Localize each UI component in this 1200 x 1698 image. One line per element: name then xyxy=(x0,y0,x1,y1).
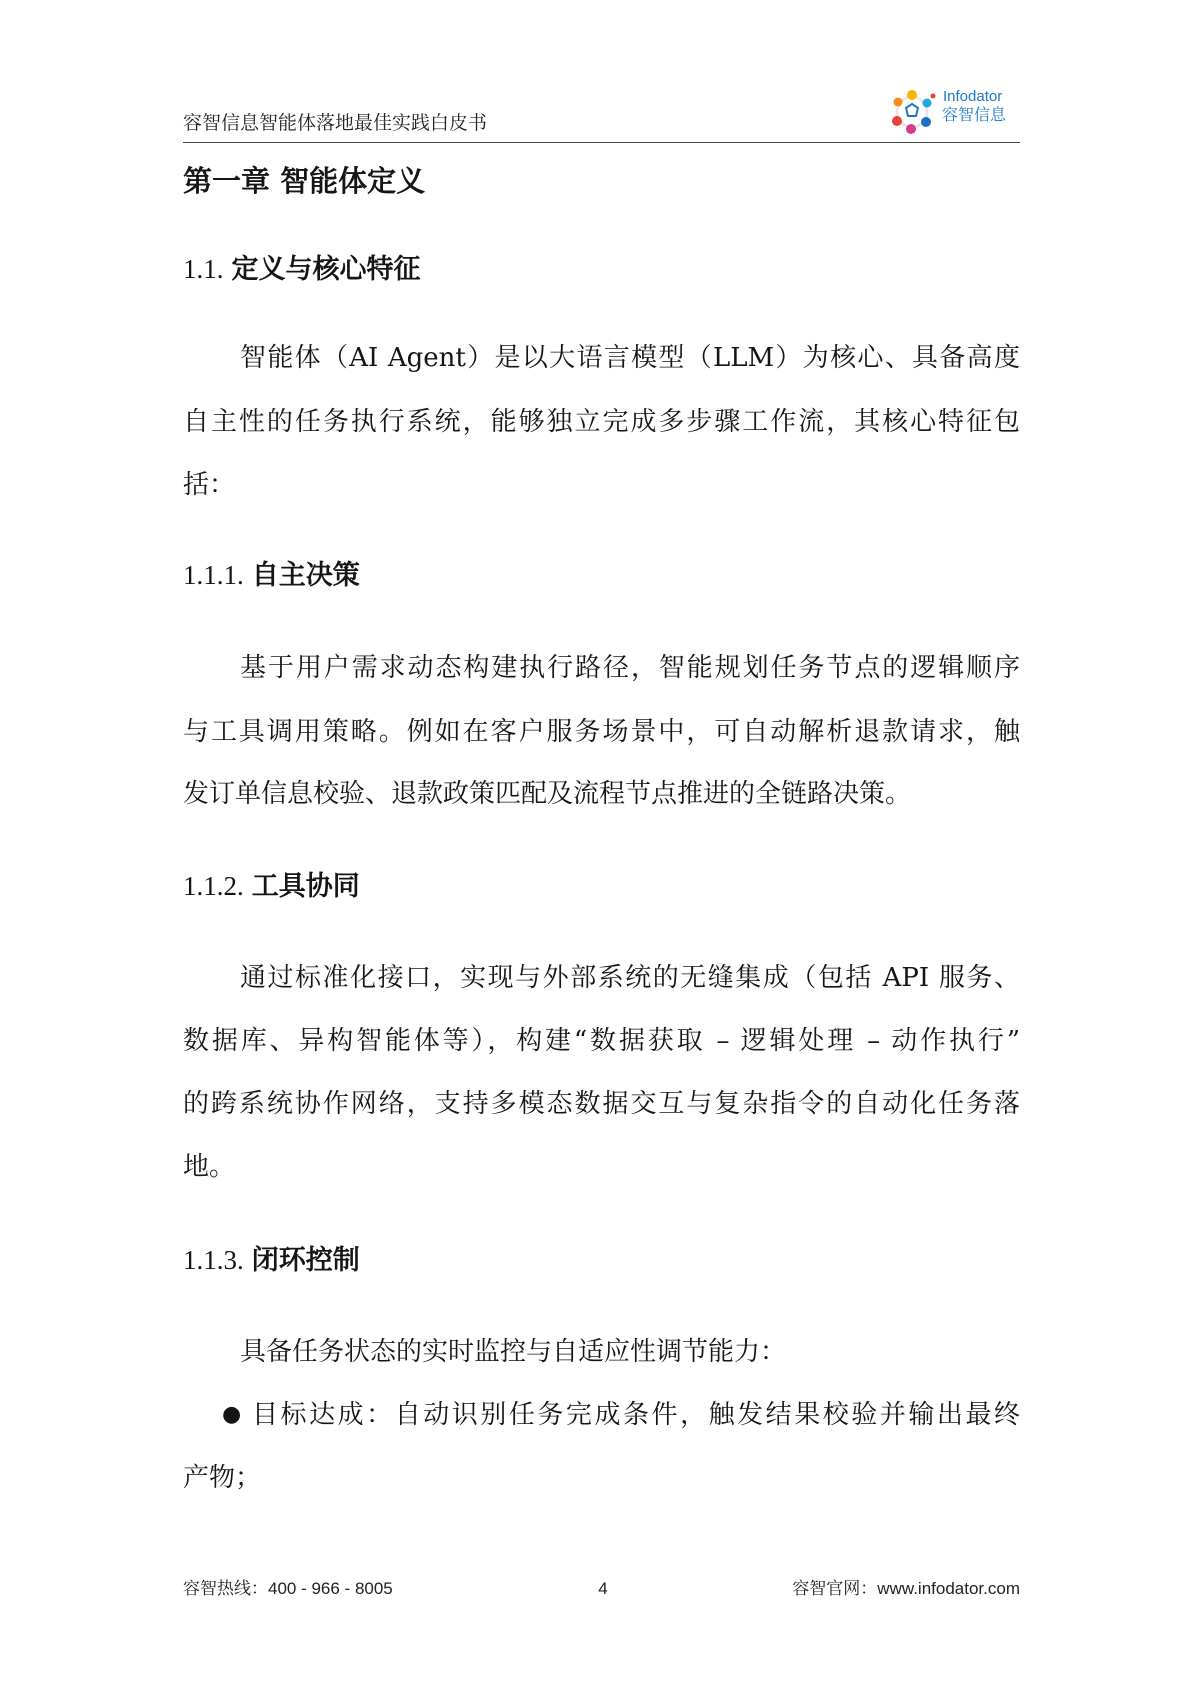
section-number: 1.1.3. xyxy=(183,1245,244,1275)
chapter-title: 第一章 智能体定义 xyxy=(183,164,426,198)
paragraph-line: 括： xyxy=(183,470,236,500)
bullet-item-line: 产物； xyxy=(183,1463,262,1493)
paragraph-line: 智能体（AI Agent）是以大语言模型（LLM）为核心、具备高度 xyxy=(240,343,1020,373)
section-number: 1.1.1. xyxy=(183,560,244,590)
paragraph-line: 发订单信息校验、退款政策匹配及流程节点推进的全链路决策。 xyxy=(183,779,912,809)
paragraph-line: 与工具调用策略。例如在客户服务场景中，可自动解析退款请求，触 xyxy=(183,717,1020,747)
footer-hotline: 容智热线：400 - 966 - 8005 xyxy=(183,1579,393,1598)
section-heading-1-1 xyxy=(183,251,421,287)
footer-website: 容智官网：www.infodator.com xyxy=(792,1579,1020,1598)
paragraph-line: 的跨系统协作网络，支持多模态数据交互与复杂指令的自动化任务落 xyxy=(183,1089,1020,1119)
header-divider xyxy=(183,142,1020,143)
section-title: 定义与核心特征 xyxy=(231,254,421,285)
section-heading-1-1-3 xyxy=(183,1242,360,1278)
infodator-logo-icon xyxy=(886,86,938,138)
bullet-item-line: 目标达成：自动识别任务完成条件，触发结果校验并输出最终 xyxy=(252,1400,1020,1430)
paragraph-line: 通过标准化接口，实现与外部系统的无缝集成（包括 API 服务、 xyxy=(240,963,1020,993)
section-number: 1.1. xyxy=(183,254,224,284)
page-number: 4 xyxy=(598,1579,608,1598)
document-header-title: 容智信息智能体落地最佳实践白皮书 xyxy=(183,112,488,134)
section-heading-1-1-2 xyxy=(183,868,360,904)
paragraph-line: 数据库、异构智能体等），构建“数据获取 – 逻辑处理 – 动作执行” xyxy=(183,1026,1020,1056)
logo-name-en: Infodator xyxy=(943,88,1003,105)
brand-logo xyxy=(886,86,1026,140)
paragraph-line: 基于用户需求动态构建执行路径，智能规划任务节点的逻辑顺序 xyxy=(240,653,1020,683)
logo-name-cn: 容智信息 xyxy=(942,107,1007,124)
section-title: 工具协同 xyxy=(251,871,360,902)
section-number: 1.1.2. xyxy=(183,871,244,901)
paragraph-line: 自主性的任务执行系统，能够独立完成多步骤工作流，其核心特征包 xyxy=(183,407,1020,437)
paragraph-line: 地。 xyxy=(183,1152,236,1182)
section-title: 闭环控制 xyxy=(251,1245,360,1276)
bullet-icon: ● xyxy=(222,1402,242,1427)
section-title: 自主决策 xyxy=(251,560,360,591)
paragraph-line: 具备任务状态的实时监控与自适应性调节能力： xyxy=(240,1337,787,1367)
section-heading-1-1-1 xyxy=(183,557,360,593)
